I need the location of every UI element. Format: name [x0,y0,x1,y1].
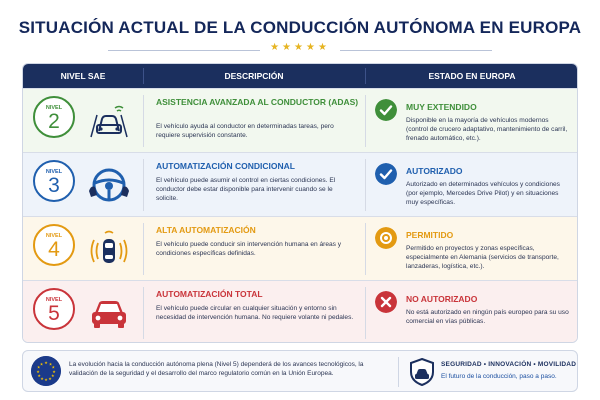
table-row-level-5 [23,280,578,343]
column-divider [365,287,366,339]
svg-text:★: ★ [36,368,40,374]
level-description: El vehículo puede circular en cualquier situación y entorno sin necesidad de intervención humana. No requiere volante ni pedales. [156,305,354,321]
status-title: NO AUTORIZADO [406,294,478,304]
check-icon [375,163,397,185]
level-number: 3 [48,174,60,197]
shield-car-icon [409,358,435,386]
level-title: AUTOMATIZACIÓN TOTAL [156,289,263,299]
status-title: AUTORIZADO [406,166,463,176]
page-title: SITUACIÓN ACTUAL DE LA CONDUCCIÓN AUTÓNOMA EN EUROPA [18,18,582,37]
level-badge [33,224,75,272]
footer-divider [398,357,399,387]
svg-text:★: ★ [44,377,48,383]
check-icon [375,99,397,121]
column-divider [365,95,366,147]
level-number: 4 [48,238,60,261]
level-description: El vehículo puede asumir el control en ciertas condiciones. El conductor debe estar disponible para intervenir cuando se le solicite. [156,177,336,202]
column-divider [143,223,144,275]
svg-text:★: ★ [39,361,44,367]
svg-text:★: ★ [52,368,56,374]
column-divider [143,287,144,339]
level-label: NIVEL [45,297,63,303]
level-title: AUTOMATIZACIÓN CONDICIONAL [156,161,295,171]
stars-decoration: ★★★★★ [270,42,330,53]
status-title: MUY EXTENDIDO [406,102,477,112]
level-title: ASISTENCIA AVANZADA AL CONDUCTOR (ADAS) [156,97,359,107]
footer-note: La evolución hacia la conducción autónoma plena (Nivel 5) dependerá de los avances tecnológicos, la validación de la seguridad y el desarrollo del marco regulatorio común en la Unión Europea. [69,361,364,377]
eu-flag-icon [31,356,61,386]
svg-text:★: ★ [44,360,48,365]
level-badge [33,96,75,144]
footer-slogan: SEGURIDAD • INNOVACIÓN • MOVILIDAD [441,361,577,368]
level-badge [33,288,75,336]
footer [22,350,578,392]
column-divider [143,159,144,211]
steering-wheel-icon [85,165,133,205]
svg-text:★: ★ [51,364,56,370]
level-number: 5 [48,302,60,325]
title-divider-right [340,50,492,51]
dot-icon [375,227,397,249]
column-divider [365,223,366,275]
svg-text:★: ★ [48,361,53,367]
column-divider [143,95,144,147]
svg-text:★: ★ [36,364,41,370]
table-header [23,64,578,88]
car-front-icon [85,293,133,333]
svg-text:★: ★ [48,376,52,381]
level-label: NIVEL [45,169,63,175]
x-icon [375,291,397,313]
level-label: NIVEL [45,105,63,111]
table-row-level-4 [23,216,578,280]
status-text: No está autorizado en ningún país europeo para su uso comercial en vías públicas. [406,309,569,325]
levels-table [22,63,578,343]
header-status: ESTADO EN EUROPA [428,71,516,81]
level-number: 2 [48,110,60,133]
level-description: El vehículo puede conducir sin intervención humana en áreas y condiciones específicas definidas. [156,241,342,257]
header-level: NIVEL SAE [60,71,106,81]
level-label: NIVEL [45,233,63,239]
car-sensors-icon [85,101,133,141]
svg-text:★: ★ [40,376,44,381]
svg-text:★: ★ [37,373,41,378]
header-description: DESCRIPCIÓN [224,71,284,81]
table-row-level-3 [23,152,578,216]
level-badge [33,160,75,208]
car-signal-icon [85,229,133,269]
level-title: ALTA AUTOMATIZACIÓN [156,225,256,235]
status-text: Disponible en la mayoría de vehículos modernos (control de crucero adaptativo, mantenimiento de carril, frenado automático, etc.). [406,117,568,142]
status-title: PERMITIDO [406,230,454,240]
title-divider-left [108,50,260,51]
footer-tagline: El futuro de la conducción, paso a paso. [441,373,557,380]
status-text: Permitido en proyectos y zonas específicas, especialmente en Alemania (servicios de transporte, lanzaderas, logística, etc.). [406,245,559,270]
level-description: El vehículo ayuda al conductor en determinadas tareas, pero requiere supervisión constante. [156,123,334,139]
table-row-level-2 [23,88,578,152]
svg-text:★: ★ [51,373,55,378]
column-divider [365,159,366,211]
status-text: Autorizado en determinados vehículos y condiciones (por ejemplo, Mercedes Drive Pilot) y en situaciones muy específicas. [406,181,560,206]
